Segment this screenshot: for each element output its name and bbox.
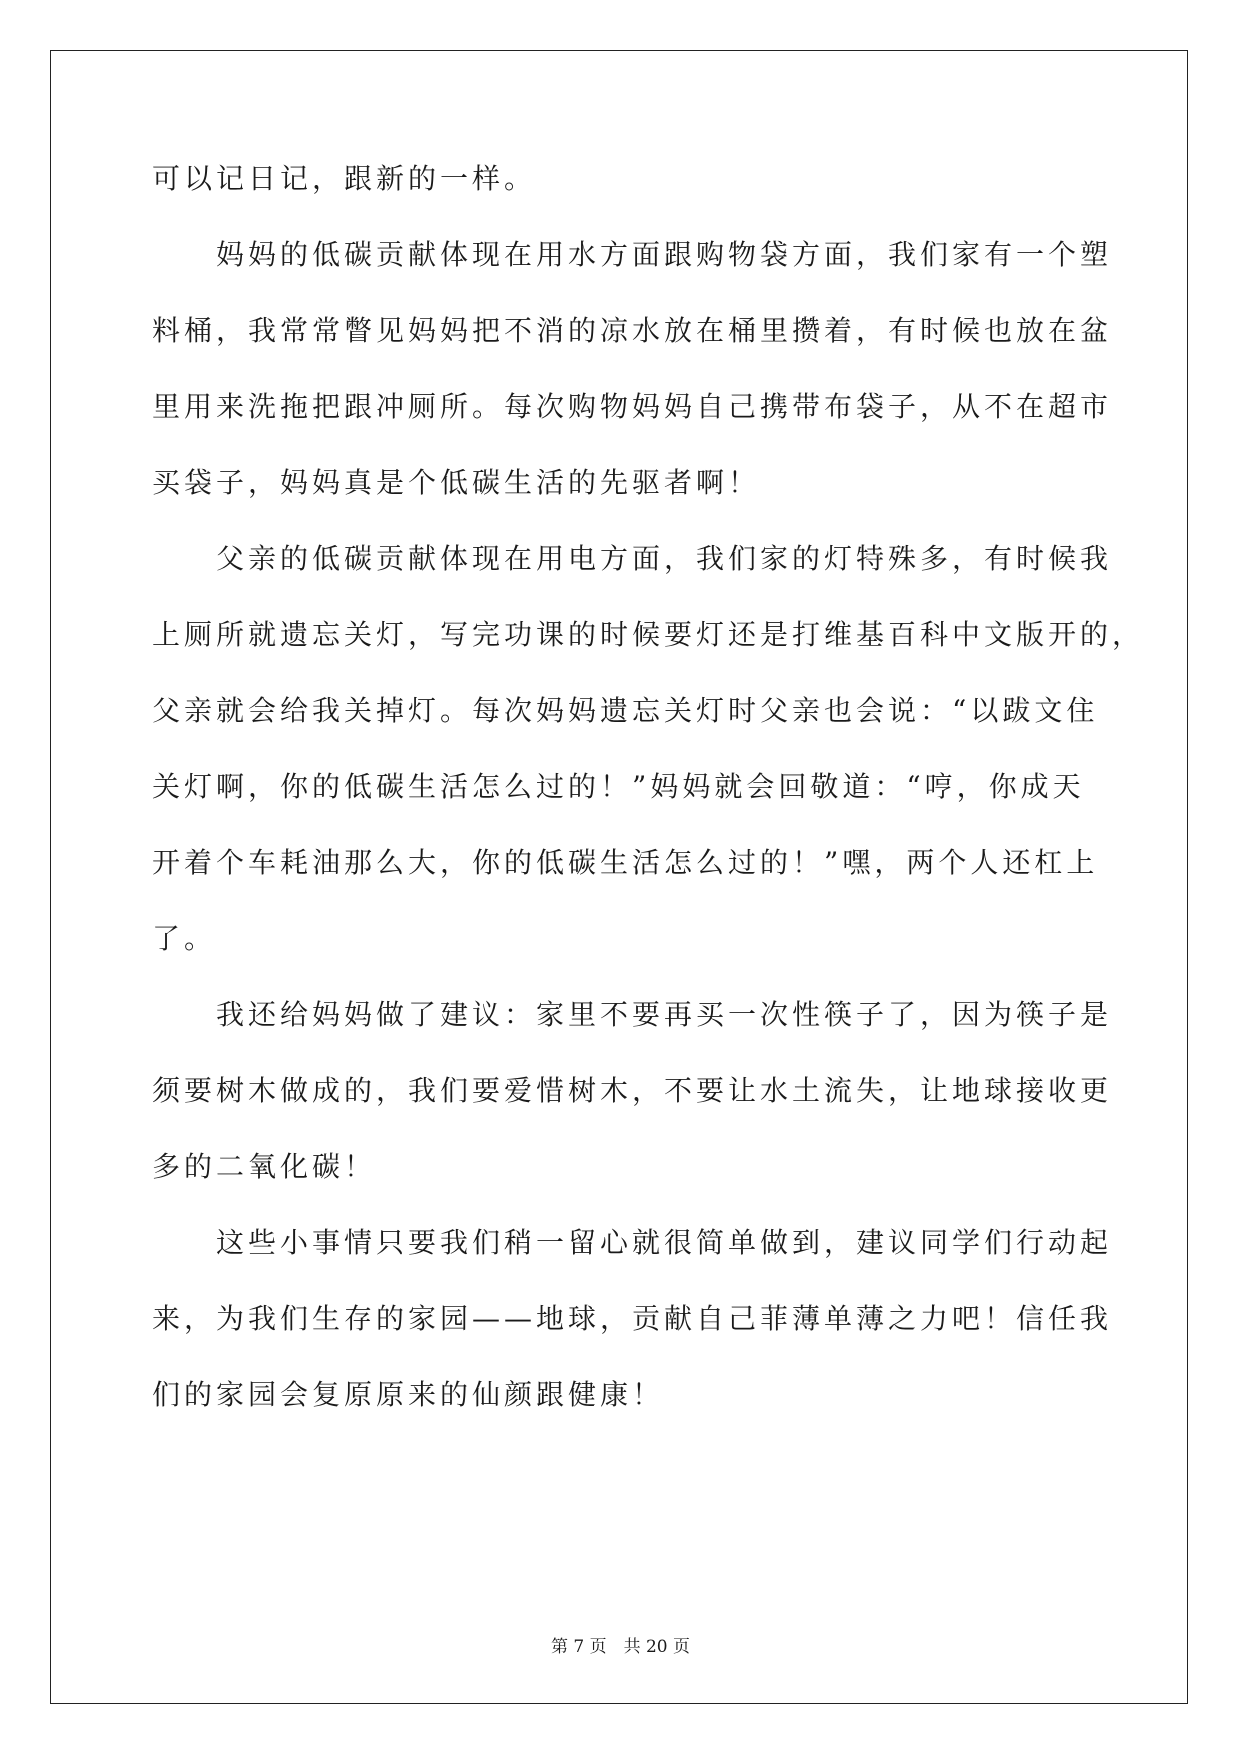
text-line: 这些小事情只要我们稍一留心就很简单做到，建议同学们行动起 [216,1226,1113,1259]
text-line: 可以记日记，跟新的一样。 [152,162,537,195]
text-line: 里用来洗拖把跟冲厕所。每次购物妈妈自己携带布袋子，从不在超市 [152,390,1113,423]
document-body [152,162,1145,1455]
text-line: 父亲就会给我关掉灯。每次妈妈遗忘关灯时父亲也会说：“以跋文住 [152,694,1099,727]
text-line: 开着个车耗油那么大，你的低碳生活怎么过的！”嘿，两个人还杠上 [152,846,1099,879]
text-line: 妈妈的低碳贡献体现在用水方面跟购物袋方面，我们家有一个塑 [216,238,1113,271]
text-line: 多的二氧化碳！ [152,1150,377,1183]
text-line: 了。 [152,922,217,955]
text-line: 来，为我们生存的家园——地球，贡献自己菲薄单薄之力吧！信任我 [152,1302,1113,1335]
text-line: 料桶，我常常瞥见妈妈把不消的凉水放在桶里攒着，有时候也放在盆 [152,314,1113,347]
text-line: 买袋子，妈妈真是个低碳生活的先驱者啊！ [152,466,761,499]
page-number-footer: 第 7 页 共 20 页 [550,1637,691,1657]
text-line: 父亲的低碳贡献体现在用电方面，我们家的灯特殊多，有时候我 [216,542,1113,575]
text-line: 上厕所就遗忘关灯，写完功课的时候要灯还是打维基百科中文版开的， [152,618,1145,651]
text-line: 们的家园会复原原来的仙颜跟健康！ [152,1378,665,1411]
text-line: 我还给妈妈做了建议：家里不要再买一次性筷子了，因为筷子是 [216,998,1113,1031]
text-line: 关灯啊，你的低碳生活怎么过的！”妈妈就会回敬道：“哼，你成天 [152,770,1085,803]
text-line: 须要树木做成的，我们要爱惜树木，不要让水土流失，让地球接收更 [152,1074,1113,1107]
